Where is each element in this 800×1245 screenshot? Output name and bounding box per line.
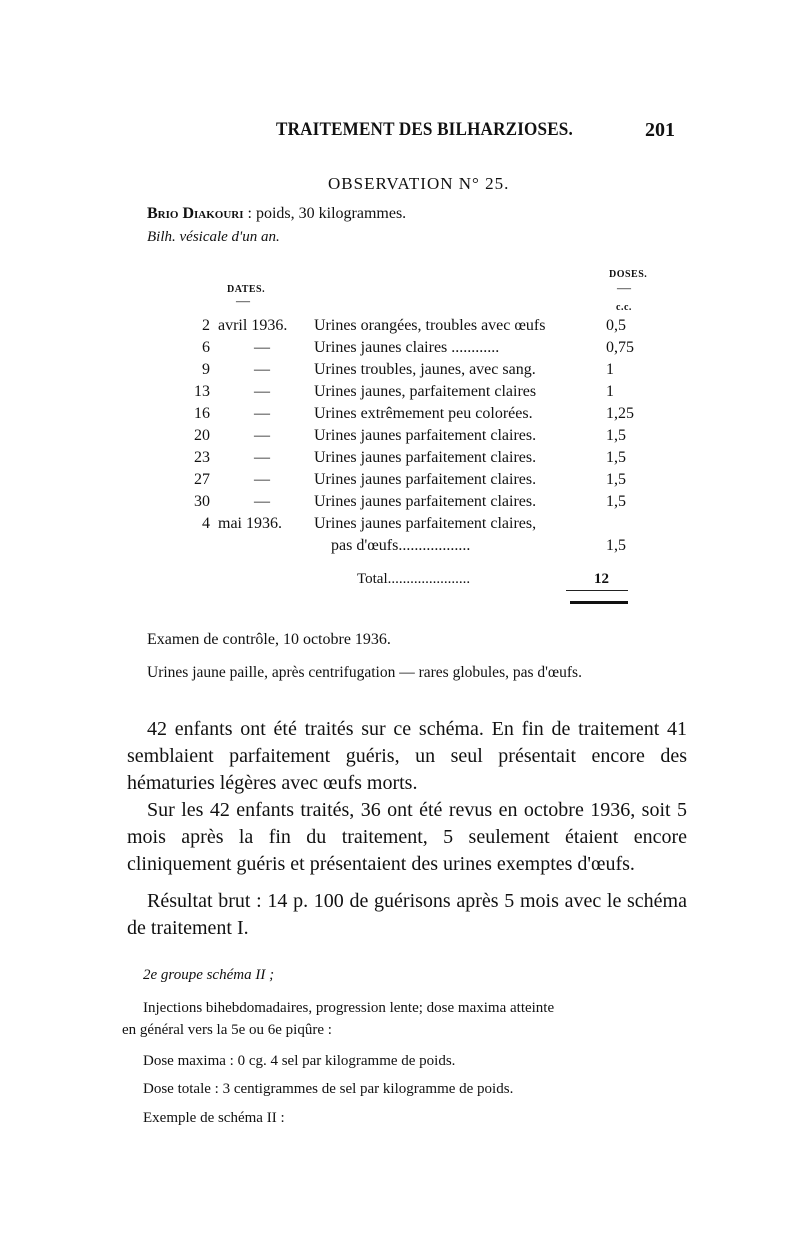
row-dose: 1	[606, 361, 614, 378]
section-line: Injections bihebdomadaires, progression lente; dose maxima atteinte	[143, 1000, 555, 1016]
row-day: 27	[194, 471, 210, 488]
row-day: 2	[202, 317, 210, 334]
total-rule-thin	[566, 590, 628, 591]
diagnosis: Bilh. vésicale d'un an.	[147, 229, 280, 245]
row-dose: 1,5	[606, 493, 626, 510]
table-row	[0, 537, 800, 559]
col-doses-header: DOSES.	[609, 269, 648, 280]
body-paragraph-1: 42 enfants ont été traités sur ce schéma. En fin de traitement 41 semblaient parfaitement guéris, un seul présentait encore des hématuries légères avec œufs morts.	[127, 718, 687, 794]
col-dates-dash: —	[236, 294, 250, 309]
row-dose: 1,5	[606, 427, 626, 444]
patient-info: : poids, 30 kilogrammes.	[243, 205, 407, 222]
row-dose: 1,5	[606, 449, 626, 466]
row-month: —	[254, 339, 270, 356]
row-month: —	[254, 383, 270, 400]
row-day: 13	[194, 383, 210, 400]
row-month: —	[254, 449, 270, 466]
body-paragraph-2: Sur les 42 enfants traités, 36 ont été revus en octobre 1936, soit 5 mois après la fin du traitement, 5 seulement étaient encore cliniquement guéris et présentaient des urines exemptes d'œufs.	[127, 799, 687, 875]
table-row	[0, 339, 800, 361]
row-desc: Urines jaunes, parfaitement claires	[314, 383, 537, 400]
row-desc: Urines jaunes parfaitement claires.	[314, 449, 537, 466]
patient-line	[147, 205, 406, 223]
row-dose: 1,25	[606, 405, 634, 422]
row-month: —	[254, 427, 270, 444]
patient-name: Brio Diakouri	[147, 205, 244, 222]
table-row	[0, 361, 800, 383]
col-doses-unit: c.c.	[616, 302, 632, 313]
row-month: mai 1936.	[218, 515, 282, 532]
total-rule-thick	[570, 601, 628, 604]
total-label: Total......................	[357, 571, 471, 587]
row-month: avril 1936.	[218, 317, 288, 334]
table-row	[0, 405, 800, 427]
row-day: 20	[194, 427, 210, 444]
page-number: 201	[645, 119, 675, 141]
row-day: 9	[202, 361, 210, 378]
table-row	[0, 449, 800, 471]
col-doses-dash: —	[617, 281, 631, 296]
section-heading: 2e groupe schéma II ;	[143, 967, 275, 983]
col-dates-header: DATES.	[227, 284, 266, 295]
row-desc: Urines jaunes parfaitement claires,	[314, 515, 537, 532]
total-value: 12	[594, 571, 609, 587]
control-result: Urines jaune paille, après centrifugation — rares globules, pas d'œufs.	[147, 664, 582, 681]
table-row	[0, 383, 800, 405]
row-month: —	[254, 471, 270, 488]
table-row	[0, 515, 800, 537]
row-month: —	[254, 493, 270, 510]
table-row	[0, 317, 800, 339]
row-day: 23	[194, 449, 210, 466]
row-desc: Urines orangées, troubles avec œufs	[314, 317, 546, 334]
body-paragraph-3: Résultat brut : 14 p. 100 de guérisons après 5 mois avec le schéma de traitement I.	[127, 890, 687, 939]
row-day: 6	[202, 339, 210, 356]
section-line: Exemple de schéma II :	[143, 1110, 285, 1126]
table-row	[0, 493, 800, 515]
row-desc: Urines jaunes claires ............	[314, 339, 500, 356]
row-month: —	[254, 405, 270, 422]
running-title: TRAITEMENT DES BILHARZIOSES.	[276, 119, 573, 140]
row-desc: Urines jaunes parfaitement claires.	[314, 471, 537, 488]
table-row	[0, 471, 800, 493]
section-line: Dose totale : 3 centigrammes de sel par kilogramme de poids.	[143, 1081, 514, 1097]
row-day: 16	[194, 405, 210, 422]
control-exam: Examen de contrôle, 10 octobre 1936.	[147, 631, 391, 648]
row-day: 4	[202, 515, 210, 532]
section-line: en général vers la 5e ou 6e piqûre :	[122, 1022, 332, 1038]
row-dose: 1,5	[606, 537, 626, 554]
row-desc: Urines jaunes parfaitement claires.	[314, 493, 537, 510]
row-desc: Urines extrêmement peu colorées.	[314, 405, 533, 422]
observation-title: OBSERVATION N° 25.	[328, 174, 510, 193]
row-day: 30	[194, 493, 210, 510]
row-desc: pas d'œufs..................	[331, 537, 471, 554]
table-row	[0, 427, 800, 449]
row-desc: Urines jaunes parfaitement claires.	[314, 427, 537, 444]
row-dose: 1	[606, 383, 614, 400]
row-dose: 1,5	[606, 471, 626, 488]
row-month: —	[254, 361, 270, 378]
section-line: Dose maxima : 0 cg. 4 sel par kilogramme de poids.	[143, 1053, 456, 1069]
row-desc: Urines troubles, jaunes, avec sang.	[314, 361, 536, 378]
row-dose: 0,75	[606, 339, 634, 356]
row-dose: 0,5	[606, 317, 626, 334]
